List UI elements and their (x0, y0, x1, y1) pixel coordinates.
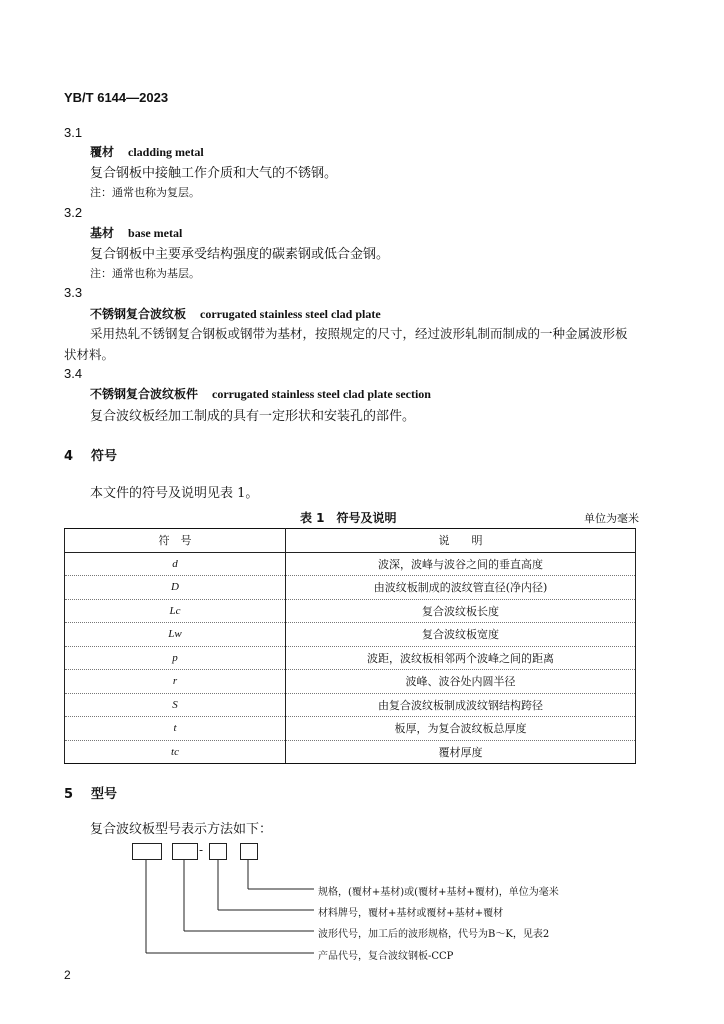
term-zh: 覆材 (90, 145, 115, 159)
symbol-cell: t (65, 717, 286, 741)
column-header-symbol: 符 号 (65, 529, 286, 553)
term-zh: 不锈钢复合波纹板 (90, 307, 187, 321)
term-zh: 基材 (90, 226, 115, 240)
term-definition-continued: 状材料。 (64, 347, 115, 362)
description-cell: 覆材厚度 (286, 740, 636, 764)
symbol-cell: Lc (65, 599, 286, 623)
designation-label-material: 材料牌号，覆材+基材或覆材+基材+覆材 (318, 908, 504, 919)
description-cell: 由波纹板制成的波纹管直径(净内径) (286, 576, 636, 600)
page-number: 2 (64, 968, 71, 982)
term-en: corrugated stainless steel clad plate section (212, 387, 431, 401)
symbol-cell: tc (65, 740, 286, 764)
symbol-cell: r (65, 670, 286, 694)
section-number: 5 (64, 787, 74, 802)
description-cell: 板厚，为复合波纹板总厚度 (286, 717, 636, 741)
term-note: 注：通常也称为基层。 (90, 267, 200, 280)
section-title: 符号 (91, 449, 118, 464)
symbol-cell: D (65, 576, 286, 600)
section-number: 4 (64, 449, 74, 464)
term-definition: 采用热轧不锈钢复合钢板或钢带为基材，按照规定的尺寸，经过波形轧制而制成的一种金属波形板 (90, 326, 628, 341)
symbol-cell: S (65, 693, 286, 717)
term-en: cladding metal (128, 145, 204, 159)
description-cell: 波距，波纹板相邻两个波峰之间的距离 (286, 646, 636, 670)
table-caption: 表 1 符号及说明 (300, 511, 397, 525)
symbol-cell: Lw (65, 623, 286, 647)
term-number: 3.4 (64, 366, 83, 381)
standard-code: YB/T 6144—2023 (64, 90, 169, 105)
term-number: 3.3 (64, 285, 83, 300)
description-cell: 波深，波峰与波谷之间的垂直高度 (286, 552, 636, 576)
designation-label-product: 产品代号，复合波纹钢板-CCP (318, 951, 454, 962)
description-cell: 由复合波纹板制成波纹钢结构跨径 (286, 693, 636, 717)
term-en: base metal (128, 226, 183, 240)
section-intro: 本文件的符号及说明见表 1。 (90, 486, 259, 501)
symbol-cell: d (65, 552, 286, 576)
section-title: 型号 (91, 787, 118, 802)
term-number: 3.2 (64, 205, 83, 220)
designation-label-spec: 规格，(覆材+基材)或(覆材+基材+覆材)，单位为毫米 (318, 887, 559, 898)
term-definition: 复合波纹板经加工制成的具有一定形状和安装孔的部件。 (90, 409, 416, 424)
table-unit: 单位为毫米 (584, 512, 639, 525)
term-definition: 复合钢板中接触工作介质和大气的不锈钢。 (90, 166, 338, 181)
term-zh: 不锈钢复合波纹板件 (90, 387, 199, 401)
term-en: corrugated stainless steel clad plate (200, 307, 381, 321)
designation-dash: - (199, 843, 204, 857)
description-cell: 波峰、波谷处内圆半径 (286, 670, 636, 694)
designation-label-wave: 波形代号，加工后的波形规格，代号为B～K，见表2 (318, 929, 550, 940)
term-definition: 复合钢板中主要承受结构强度的碳素钢或低合金钢。 (90, 247, 390, 262)
symbol-cell: p (65, 646, 286, 670)
description-cell: 复合波纹板宽度 (286, 623, 636, 647)
term-note: 注：通常也称为复层。 (90, 186, 200, 199)
section-intro: 复合波纹板型号表示方法如下： (90, 822, 273, 837)
column-header-description: 说 明 (286, 529, 636, 553)
description-cell: 复合波纹板长度 (286, 599, 636, 623)
term-number: 3.1 (64, 125, 83, 140)
